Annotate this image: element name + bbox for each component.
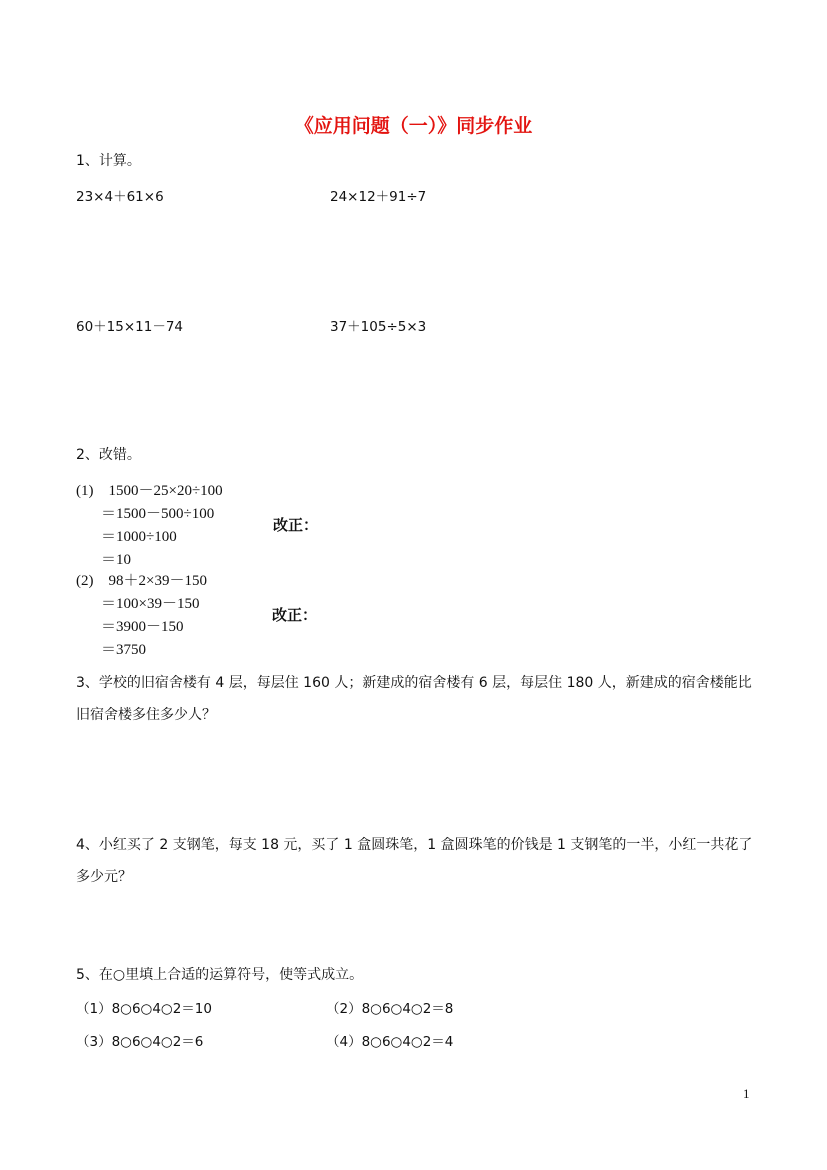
- q4-line2: 多少元？: [76, 869, 132, 885]
- page-title: 《应用问题（一）》同步作业: [294, 115, 533, 137]
- q2-fix-label-2: 改正：: [272, 606, 318, 624]
- q4-line1: 4、小红买了 2 支钢笔，每支 18 元，买了 1 盒圆珠笔，1 盒圆珠笔的价钱是 1 支钢笔的一半，小红一共花了: [76, 837, 753, 853]
- q3-line2: 旧宿舍楼多住多少人？: [76, 707, 216, 723]
- q2-part2-line2: ＝100×39－150: [101, 596, 200, 612]
- q1-heading: 1、计算。: [76, 153, 141, 169]
- q1-expr-3: 60＋15×11－74: [76, 319, 184, 335]
- q5-item-1: （1）8○6○4○2＝10: [76, 1001, 212, 1017]
- q2-part1-line3: ＝1000÷100: [101, 529, 177, 545]
- q2-part2-line1: (2) 98＋2×39－150: [76, 573, 207, 589]
- q2-fix-label-1: 改正：: [273, 516, 319, 534]
- q5-heading: 5、在○里填上合适的运算符号，使等式成立。: [76, 967, 364, 983]
- q2-part1-line2: ＝1500－500÷100: [101, 506, 215, 522]
- q1-expr-1: 23×4＋61×6: [76, 189, 164, 205]
- q2-part2-line4: ＝3750: [101, 642, 147, 658]
- q2-heading: 2、改错。: [76, 447, 141, 463]
- q2-part2-line3: ＝3900－150: [101, 619, 184, 635]
- page-number: 1: [743, 1086, 750, 1101]
- q1-expr-2: 24×12＋91÷7: [330, 189, 427, 205]
- q5-item-2: （2）8○6○4○2＝8: [326, 1001, 454, 1017]
- q5-item-4: （4）8○6○4○2＝4: [326, 1034, 454, 1050]
- q1-expr-4: 37＋105÷5×3: [330, 319, 427, 335]
- q2-part1-line4: ＝10: [101, 552, 132, 568]
- q5-item-3: （3）8○6○4○2＝6: [76, 1034, 204, 1050]
- q2-part1-line1: (1) 1500－25×20÷100: [76, 483, 223, 499]
- q3-line1: 3、学校的旧宿舍楼有 4 层，每层住 160 人；新建成的宿舍楼有 6 层，每层住 180 人，新建成的宿舍楼能比: [76, 675, 752, 691]
